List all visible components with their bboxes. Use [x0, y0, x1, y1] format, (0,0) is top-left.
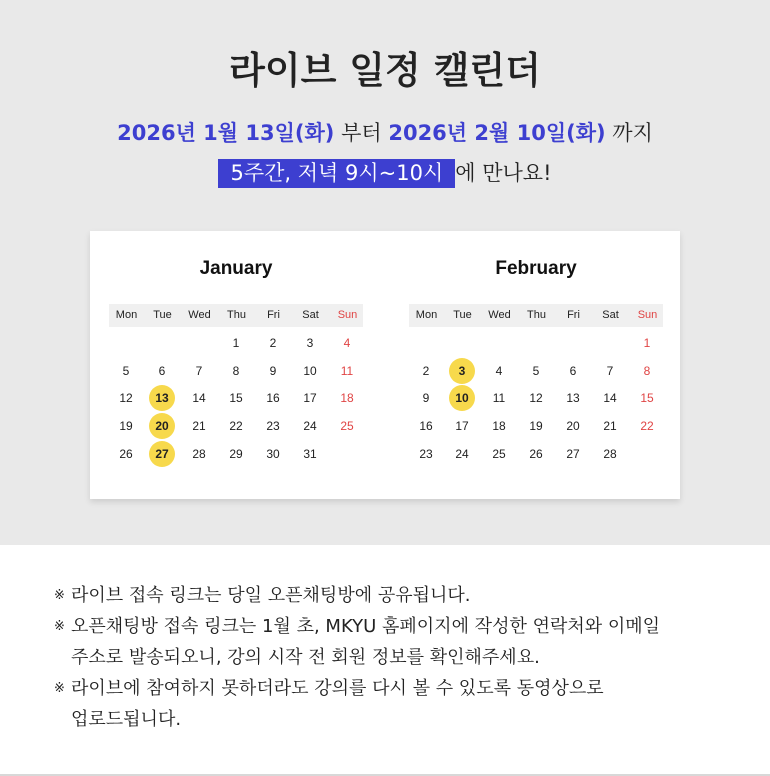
calendar-day: 11 — [340, 364, 354, 378]
time-highlight-badge: 5주간, 저녁 9시~10시 — [218, 159, 455, 188]
calendar-day: 6 — [569, 364, 577, 378]
calendar-day: 18 — [340, 391, 354, 405]
weekday-label: Mon — [415, 309, 438, 321]
calendar-day: 10 — [303, 364, 317, 378]
calendar-day: 30 — [266, 447, 280, 461]
notice-text: 주소로 발송되오니, 강의 시작 전 회원 정보를 확인해주세요. — [71, 647, 540, 668]
weekday-label: Wed — [488, 309, 511, 321]
calendar-day: 29 — [229, 447, 243, 461]
from-text: 부터 — [341, 121, 382, 145]
calendar-day: 8 — [643, 364, 651, 378]
weekday-label: Sat — [302, 309, 319, 321]
notice-item — [54, 673, 744, 735]
calendar-day: 20 — [566, 419, 580, 433]
month-title: January — [199, 258, 273, 279]
calendar-day: 22 — [229, 419, 243, 433]
calendar-day-live: 20 — [149, 413, 175, 439]
calendar-day: 12 — [529, 391, 543, 405]
month-title: February — [495, 258, 577, 279]
weekday-label: Thu — [527, 309, 546, 321]
calendar-day: 3 — [306, 336, 314, 350]
notice-text: 오픈채팅방 접속 링크는 1월 초, MKYU 홈페이지에 작성한 연락처와 이메일 — [71, 616, 661, 637]
calendar-day: 5 — [532, 364, 540, 378]
calendar-day: 22 — [640, 419, 654, 433]
weekday-label: Wed — [188, 309, 211, 321]
calendar-day: 16 — [266, 391, 280, 405]
calendar-day-live: 3 — [449, 358, 475, 384]
weekday-label: Sun — [337, 309, 358, 321]
calendar-day: 31 — [303, 447, 317, 461]
calendar-day: 21 — [603, 419, 617, 433]
calendar-day: 8 — [232, 364, 240, 378]
weekday-label: Sat — [602, 309, 619, 321]
calendar-day: 4 — [495, 364, 503, 378]
calendar-day: 23 — [266, 419, 280, 433]
calendar-card — [90, 231, 680, 499]
calendar-day: 15 — [229, 391, 243, 405]
calendar-day: 7 — [195, 364, 203, 378]
calendar-day: 26 — [119, 447, 133, 461]
calendar-day: 7 — [606, 364, 614, 378]
calendar-day: 15 — [640, 391, 654, 405]
calendar-day: 25 — [340, 419, 354, 433]
calendar-day: 9 — [269, 364, 277, 378]
weekday-header — [409, 304, 663, 327]
calendar-day: 14 — [192, 391, 206, 405]
closing-text: 에 만나요! — [455, 161, 552, 185]
calendar-day: 25 — [492, 447, 506, 461]
calendar-day: 1 — [232, 336, 240, 350]
calendar-day: 1 — [643, 336, 651, 350]
calendar-day: 27 — [566, 447, 580, 461]
calendar-day: 23 — [419, 447, 433, 461]
weekday-label: Fri — [267, 309, 280, 321]
calendar-day-live: 10 — [449, 385, 475, 411]
reference-mark-icon: ※ — [54, 681, 65, 696]
weekday-label: Fri — [567, 309, 580, 321]
calendar-day: 17 — [303, 391, 317, 405]
calendar-day: 2 — [422, 364, 430, 378]
calendar-day: 21 — [192, 419, 206, 433]
calendar-day: 5 — [122, 364, 130, 378]
calendar-day: 9 — [422, 391, 430, 405]
calendar-day: 12 — [119, 391, 133, 405]
end-date: 2026년 2월 10일(화) — [388, 121, 606, 145]
notice-text: 업로드됩니다. — [71, 709, 182, 730]
calendar-day: 19 — [119, 419, 133, 433]
weekday-label: Sun — [637, 309, 658, 321]
reference-mark-icon: ※ — [54, 619, 65, 634]
calendar-day: 14 — [603, 391, 617, 405]
calendar-day: 24 — [303, 419, 317, 433]
weekday-header — [109, 304, 363, 327]
calendar-day: 4 — [343, 336, 351, 350]
until-text: 까지 — [612, 121, 653, 145]
schedule-time — [0, 157, 770, 187]
calendar-day: 6 — [158, 364, 166, 378]
calendar-day: 2 — [269, 336, 277, 350]
page-title: 라이브 일정 캘린더 — [229, 49, 541, 92]
reference-mark-icon: ※ — [54, 588, 65, 603]
start-date: 2026년 1월 13일(화) — [117, 121, 335, 145]
calendar-day: 28 — [192, 447, 206, 461]
weekday-label: Tue — [453, 309, 472, 321]
notice-list — [54, 580, 744, 735]
calendar-day-live: 13 — [149, 385, 175, 411]
calendar-day: 16 — [419, 419, 433, 433]
notice-item — [54, 580, 744, 611]
weekday-label: Thu — [227, 309, 246, 321]
notice-text: 라이브에 참여하지 못하더라도 강의를 다시 볼 수 있도록 동영상으로 — [71, 678, 604, 699]
calendar-day: 26 — [529, 447, 543, 461]
calendar-day: 28 — [603, 447, 617, 461]
calendar-day: 18 — [492, 419, 506, 433]
calendar-day: 17 — [455, 419, 469, 433]
calendar-day: 13 — [566, 391, 580, 405]
notice-item — [54, 611, 744, 673]
calendar-day: 19 — [529, 419, 543, 433]
notice-text: 라이브 접속 링크는 당일 오픈채팅방에 공유됩니다. — [71, 585, 471, 606]
calendar-day: 24 — [455, 447, 469, 461]
calendar-day-live: 27 — [149, 441, 175, 467]
calendar-day: 11 — [492, 391, 506, 405]
weekday-label: Mon — [115, 309, 138, 321]
schedule-period — [0, 117, 770, 147]
weekday-label: Tue — [153, 309, 172, 321]
